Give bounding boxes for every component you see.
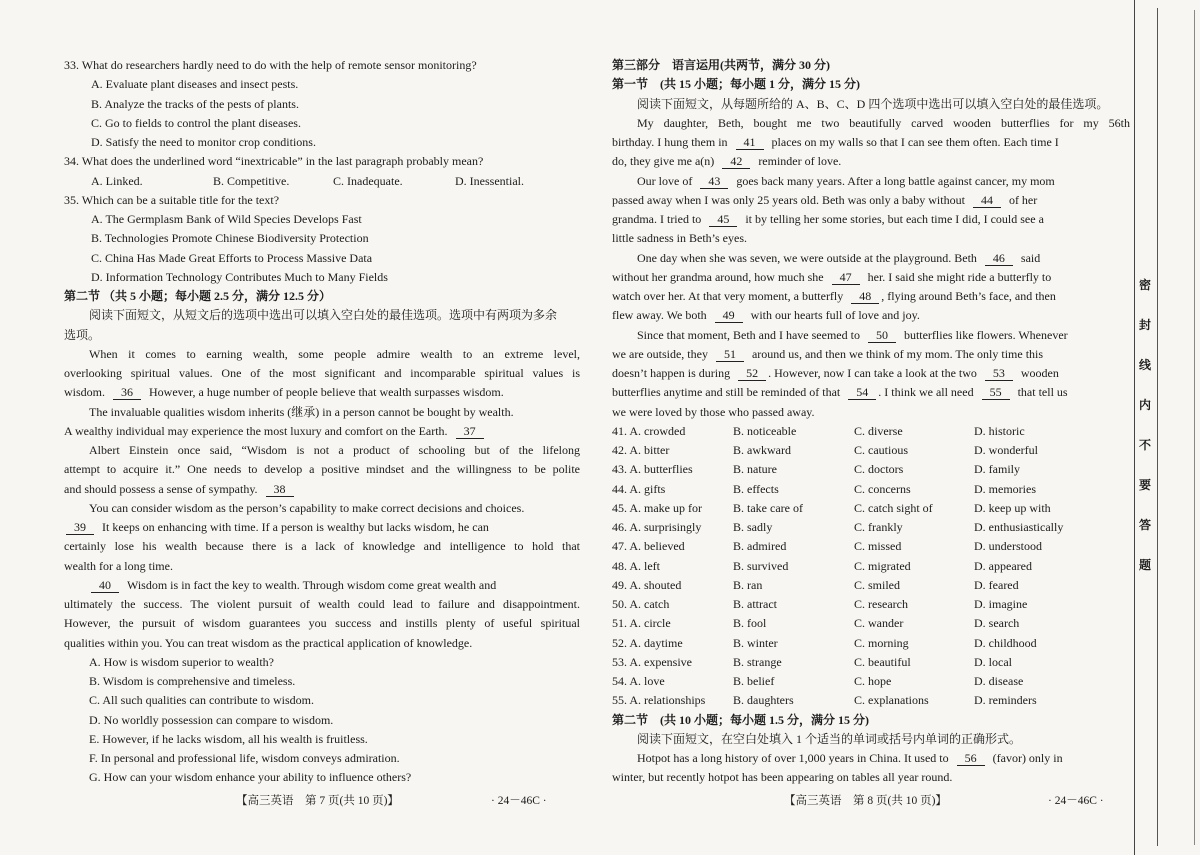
q34-option-c: C. Inadequate.	[333, 173, 403, 188]
choice-g: G. How can your wisdom enhance your ability to influence others?	[89, 770, 412, 785]
right-footer-code: · 24－46C ·	[1048, 795, 1104, 807]
q34-option-b: B. Competitive.	[213, 173, 290, 188]
passage-line: attempt to acquire it.” One needs to develop a positive mindset and the willingness to be polite	[64, 462, 580, 477]
option-row-50: 50. A. catch B. attract C. research D. imagine	[612, 597, 1028, 611]
blank-44: 44	[973, 193, 1001, 208]
seal-line	[1157, 8, 1158, 846]
q34-options	[64, 172, 580, 191]
q33-option-c: C. Go to fields to control the plant diseases.	[91, 115, 301, 130]
section-2-instruction: 阅读下面短文，从短文后的选项中选出可以填入空白处的最佳选项。选项中有两项为多余	[89, 308, 558, 323]
left-footer-code: · 24－46C ·	[491, 795, 547, 807]
cloze-line: One day when she was seven, we were outside at the playground. Beth 46 said	[637, 250, 1041, 265]
left-column	[64, 56, 580, 788]
passage-line: However, the pursuit of wisdom guarantees you success and instills plenty of useful spiritual	[64, 616, 580, 631]
right-column	[612, 56, 1130, 788]
option-row-41: 41. A. crowded B. noticeable C. diverse D. historic	[612, 423, 1025, 438]
option-row-47: 47. A. believed B. admired C. missed D. understood	[612, 539, 1042, 554]
cloze-line: My daughter, Beth, bought me two beautifully carved wooden butterflies for my 56th	[637, 115, 1130, 130]
passage-line: and should possess a sense of sympathy. 38	[64, 480, 580, 499]
q33-option-b: B. Analyze the tracks of the pests of plants.	[91, 96, 299, 111]
cloze-line: doesn’t happen is during 52 . However, now I can take a look at the two 53 wooden	[612, 366, 1059, 380]
choice-d: D. No worldly possession can compare to wisdom.	[89, 712, 334, 727]
blank-49: 49	[715, 308, 743, 323]
cloze-line: we were loved by those who passed away.	[612, 404, 815, 419]
q35-option-b: B. Technologies Promote Chinese Biodiversity Protection	[91, 231, 369, 246]
section-1-heading: 第一节 (共 15 小题；每小题 1 分，满分 15 分)	[612, 77, 860, 92]
passage-line: 39 It keeps on enhancing with time. If a person is wealthy but lacks wisdom, he can	[64, 518, 580, 537]
choice-b: B. Wisdom is comprehensive and timeless.	[89, 674, 296, 688]
section-2-instruction-right: 阅读下面短文，在空白处填入 1 个适当的单词或括号内单词的正确形式。	[637, 731, 1022, 746]
passage-line: 40 Wisdom is in fact the key to wealth. Through wisdom come great wealth and	[64, 576, 580, 595]
blank-55: 55	[982, 385, 1010, 400]
passage-line: Albert Einstein once said, “Wisdom is not a product of schooling but of the lifelong	[89, 443, 580, 457]
blank-48: 48	[851, 289, 879, 304]
q35-stem: 35. Which can be a suitable title for the text?	[64, 192, 280, 207]
cloze-line: do, they give me a(n) 42 reminder of love.	[612, 154, 842, 169]
blank-43: 43	[700, 174, 728, 189]
passage-line: When it comes to earning wealth, some people admire wealth to an extreme level,	[89, 346, 580, 361]
seal-char: 题	[1138, 558, 1151, 572]
left-footer-title: 【高三英语 第 7 页(共 10 页)】	[236, 795, 399, 807]
choice-e: E. However, if he lacks wisdom, all his wealth is fruitless.	[89, 731, 368, 746]
q34-option-a: A. Linked.	[91, 173, 143, 188]
grammar-passage-line: Hotpot has a long history of over 1,000 years in China. It used to 56 (favor) only in	[637, 751, 1063, 765]
section-2-heading-right: 第二节 (共 10 小题；每小题 1.5 分，满分 15 分)	[612, 712, 869, 727]
right-page	[600, 0, 1130, 855]
q35-option-c: C. China Has Made Great Efforts to Process Massive Data	[91, 250, 373, 265]
right-footer-title: 【高三英语 第 8 页(共 10 页)】	[784, 795, 947, 807]
seal-char: 密	[1138, 278, 1151, 292]
blank-38: 38	[266, 482, 294, 497]
section-2-instruction-cont: 选项。	[64, 327, 101, 342]
blank-54: 54	[848, 385, 876, 400]
cloze-line: we are outside, they 51 around us, and then we think of my mom. The only time this	[612, 346, 1044, 361]
cloze-line: little sadness in Beth’s eyes.	[612, 231, 747, 246]
blank-36: 36	[113, 385, 141, 400]
choice-f: F. In personal and professional life, wisdom conveys admiration.	[89, 751, 400, 765]
part-3-heading: 第三部分 语言运用(共两节，满分 30 分)	[612, 58, 830, 72]
cloze-line: passed away when I was only 25 years old. Beth was only a baby without 44 of her	[612, 192, 1038, 207]
seal-char: 要	[1138, 478, 1151, 492]
blank-50: 50	[868, 328, 896, 343]
q35-option-d: D. Information Technology Contributes Much to Many Fields	[91, 269, 388, 284]
blank-39: 39	[66, 520, 94, 535]
option-row-55: 55. A. relationships B. daughters C. explanations D. reminders	[612, 693, 1037, 708]
blank-42: 42	[722, 154, 750, 169]
option-row-46: 46. A. surprisingly B. sadly C. frankly D. enthusiastically	[612, 520, 1064, 534]
cloze-line: flew away. We both 49 with our hearts full of love and joy.	[612, 308, 920, 323]
passage-line: certainly lose his wealth because there is a lack of knowledge and intelligence to hold that	[64, 539, 580, 554]
section-1-instruction: 阅读下面短文，从每题所给的 A、B、C、D 四个选项中选出可以填入空白处的最佳选项。	[637, 96, 1109, 111]
passage-line: ultimately the success. The violent pursuit of wealth could lead to failure and disappointment.	[64, 597, 580, 611]
cloze-line: Since that moment, Beth and I have seemed to 50 butterflies like flowers. Whenever	[637, 327, 1068, 342]
passage-line: You can consider wisdom as the person’s capability to make correct decisions and choices.	[89, 500, 525, 515]
grammar-passage-line: winter, but recently hotpot has been appearing on tables all year round.	[612, 770, 953, 785]
blank-56: 56	[957, 751, 985, 766]
q34-stem: 34. What does the underlined word “inextricable” in the last paragraph probably mean?	[64, 154, 484, 169]
passage-line: The invaluable qualities wisdom inherits (继承) in a person cannot be bought by wealth.	[89, 404, 514, 419]
option-row-43: 43. A. butterflies B. nature C. doctors D. family	[612, 462, 1020, 477]
cloze-line: without her grandma around, how much she 47 her. I said she might ride a butterfly to	[612, 269, 1052, 284]
section-2-heading: 第二节 （共 5 小题；每小题 2.5 分，满分 12.5 分）	[64, 289, 332, 303]
blank-53: 53	[985, 366, 1013, 381]
choice-c: C. All such qualities can contribute to wisdom.	[89, 693, 314, 708]
q33-stem: 33. What do researchers hardly need to do with the help of remote sensor monitoring?	[64, 58, 477, 72]
option-row-54: 54. A. love B. belief C. hope D. disease	[612, 674, 1024, 688]
blank-51: 51	[716, 347, 744, 362]
blank-47: 47	[832, 270, 860, 285]
cloze-line: grandma. I tried to 45 it by telling her some stories, but each time I did, I could see a	[612, 212, 1044, 226]
seal-char: 线	[1138, 358, 1151, 372]
blank-41: 41	[736, 135, 764, 150]
seal-char: 不	[1138, 438, 1151, 452]
seal-char: 答	[1138, 518, 1151, 532]
cloze-line: butterflies anytime and still be reminded of that 54 . I think we all need 55 that tell us	[612, 385, 1068, 400]
passage-line: A wealthy individual may experience the most luxury and comfort on the Earth. 37	[64, 422, 580, 441]
q35-option-a: A. The Germplasm Bank of Wild Species Develops Fast	[91, 212, 362, 226]
blank-46: 46	[985, 251, 1013, 266]
cloze-line: birthday. I hung them in 41 places on my walls so that I can see them often. Each time I	[612, 135, 1059, 149]
option-row-48: 48. A. left B. survived C. migrated D. appeared	[612, 558, 1032, 573]
passage-line: wealth for a long time.	[64, 558, 173, 573]
cloze-line: Our love of 43 goes back many years. After a long battle against cancer, my mom	[637, 173, 1055, 188]
option-row-49: 49. A. shouted B. ran C. smiled D. feared	[612, 577, 1019, 592]
option-row-52: 52. A. daytime B. winter C. morning D. childhood	[612, 635, 1037, 650]
option-row-45: 45. A. make up for B. take care of C. catch sight of D. keep up with	[612, 500, 1051, 515]
seal-char: 内	[1138, 398, 1151, 412]
blank-52: 52	[738, 366, 766, 381]
seal-char: 封	[1138, 318, 1151, 332]
q34-option-d: D. Inessential.	[455, 173, 524, 188]
option-row-42: 42. A. bitter B. awkward C. cautious D. wonderful	[612, 443, 1038, 457]
passage-line: overlooking spiritual values. One of the most significant and incomparable spiritual values is	[64, 366, 580, 380]
cloze-line: watch over her. At that very moment, a butterfly 48 , flying around Beth’s face, and then	[612, 289, 1056, 303]
passage-line: wisdom. 36 However, a huge number of people believe that wealth surpasses wisdom.	[64, 385, 504, 400]
left-page	[0, 0, 590, 855]
blank-40: 40	[91, 578, 119, 593]
seal-line-band	[1134, 0, 1200, 855]
choice-a: A. How is wisdom superior to wealth?	[89, 654, 274, 669]
q33-option-d: D. Satisfy the need to monitor crop conditions.	[91, 135, 316, 149]
option-row-51: 51. A. circle B. fool C. wander D. search	[612, 616, 1020, 631]
edge-line	[1194, 10, 1195, 845]
option-row-53: 53. A. expensive B. strange C. beautiful D. local	[612, 654, 1012, 669]
passage-line: qualities within you. You can treat wisdom as the practical application of knowledge.	[64, 635, 473, 650]
blank-37: 37	[456, 424, 484, 439]
option-row-44: 44. A. gifts B. effects C. concerns D. memories	[612, 481, 1036, 496]
q33-option-a: A. Evaluate plant diseases and insect pests.	[91, 77, 299, 92]
blank-45: 45	[709, 212, 737, 227]
